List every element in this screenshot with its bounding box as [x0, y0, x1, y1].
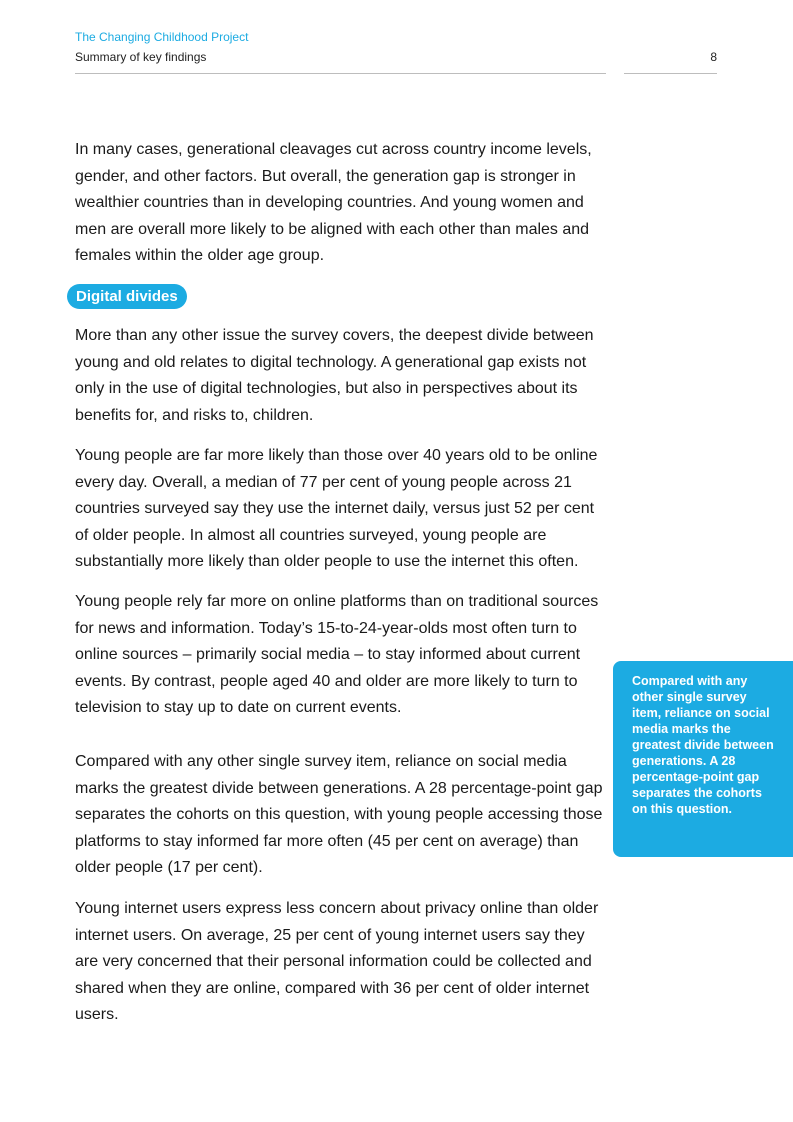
project-title: The Changing Childhood Project [75, 30, 249, 44]
pull-quote-text: Compared with any other single survey item, reliance on social media marks the greatest divide between generations. A 28 percentage-point gap separates the cohorts on this question. [632, 674, 774, 816]
intro-paragraph: In many cases, generational cleavages cut across country income levels, gender, and other factors. But overall, the generation gap is stronger in wealthier countries than in developing countries. And young women and men are overall more likely to be aligned with each other than males and females within the older age group. [75, 141, 592, 265]
body-paragraph: Young people rely far more on online platforms than on traditional sources for news and information. Today’s 15-to-24-year-olds most often turn to online sources – primarily social media – to stay informed about current events. By contrast, people aged 40 and older are more likely to turn to television to stay up to date on current events. [75, 593, 599, 717]
body-paragraph: Compared with any other single survey item, reliance on social media marks the greatest divide between generations. A 28 percentage-point gap separates the cohorts on this question, with young people accessing those platforms to stay informed far more often (45 per cent on average) than older people (17 per cent). [75, 753, 603, 877]
header-divider-side [624, 73, 717, 74]
body-paragraph: Young people are far more likely than those over 40 years old to be online every day. Overall, a median of 77 per cent of young people across 21 countries surveyed say they use the internet daily, versus just 52 per cent of older people. In almost all countries surveyed, young people are substantially more likely than older people to use the internet this often. [75, 447, 598, 571]
header-divider [75, 73, 606, 74]
body-paragraph: More than any other issue the survey covers, the deepest divide between young and old relates to digital technology. A generational gap exists not only in the use of digital technologies, but also in perspectives about its benefits for, and risks to, children. [75, 327, 594, 424]
document-subtitle: Summary of key findings [75, 50, 207, 64]
pull-quote-callout [613, 661, 793, 857]
section-heading-digital-divides: Digital divides [67, 284, 187, 309]
page-number: 8 [710, 50, 717, 64]
body-paragraph: Young internet users express less concern about privacy online than older internet users. On average, 25 per cent of young internet users say they are very concerned that their personal information could be collected and shared when they are online, compared with 36 per cent of older internet users. [75, 900, 599, 1024]
